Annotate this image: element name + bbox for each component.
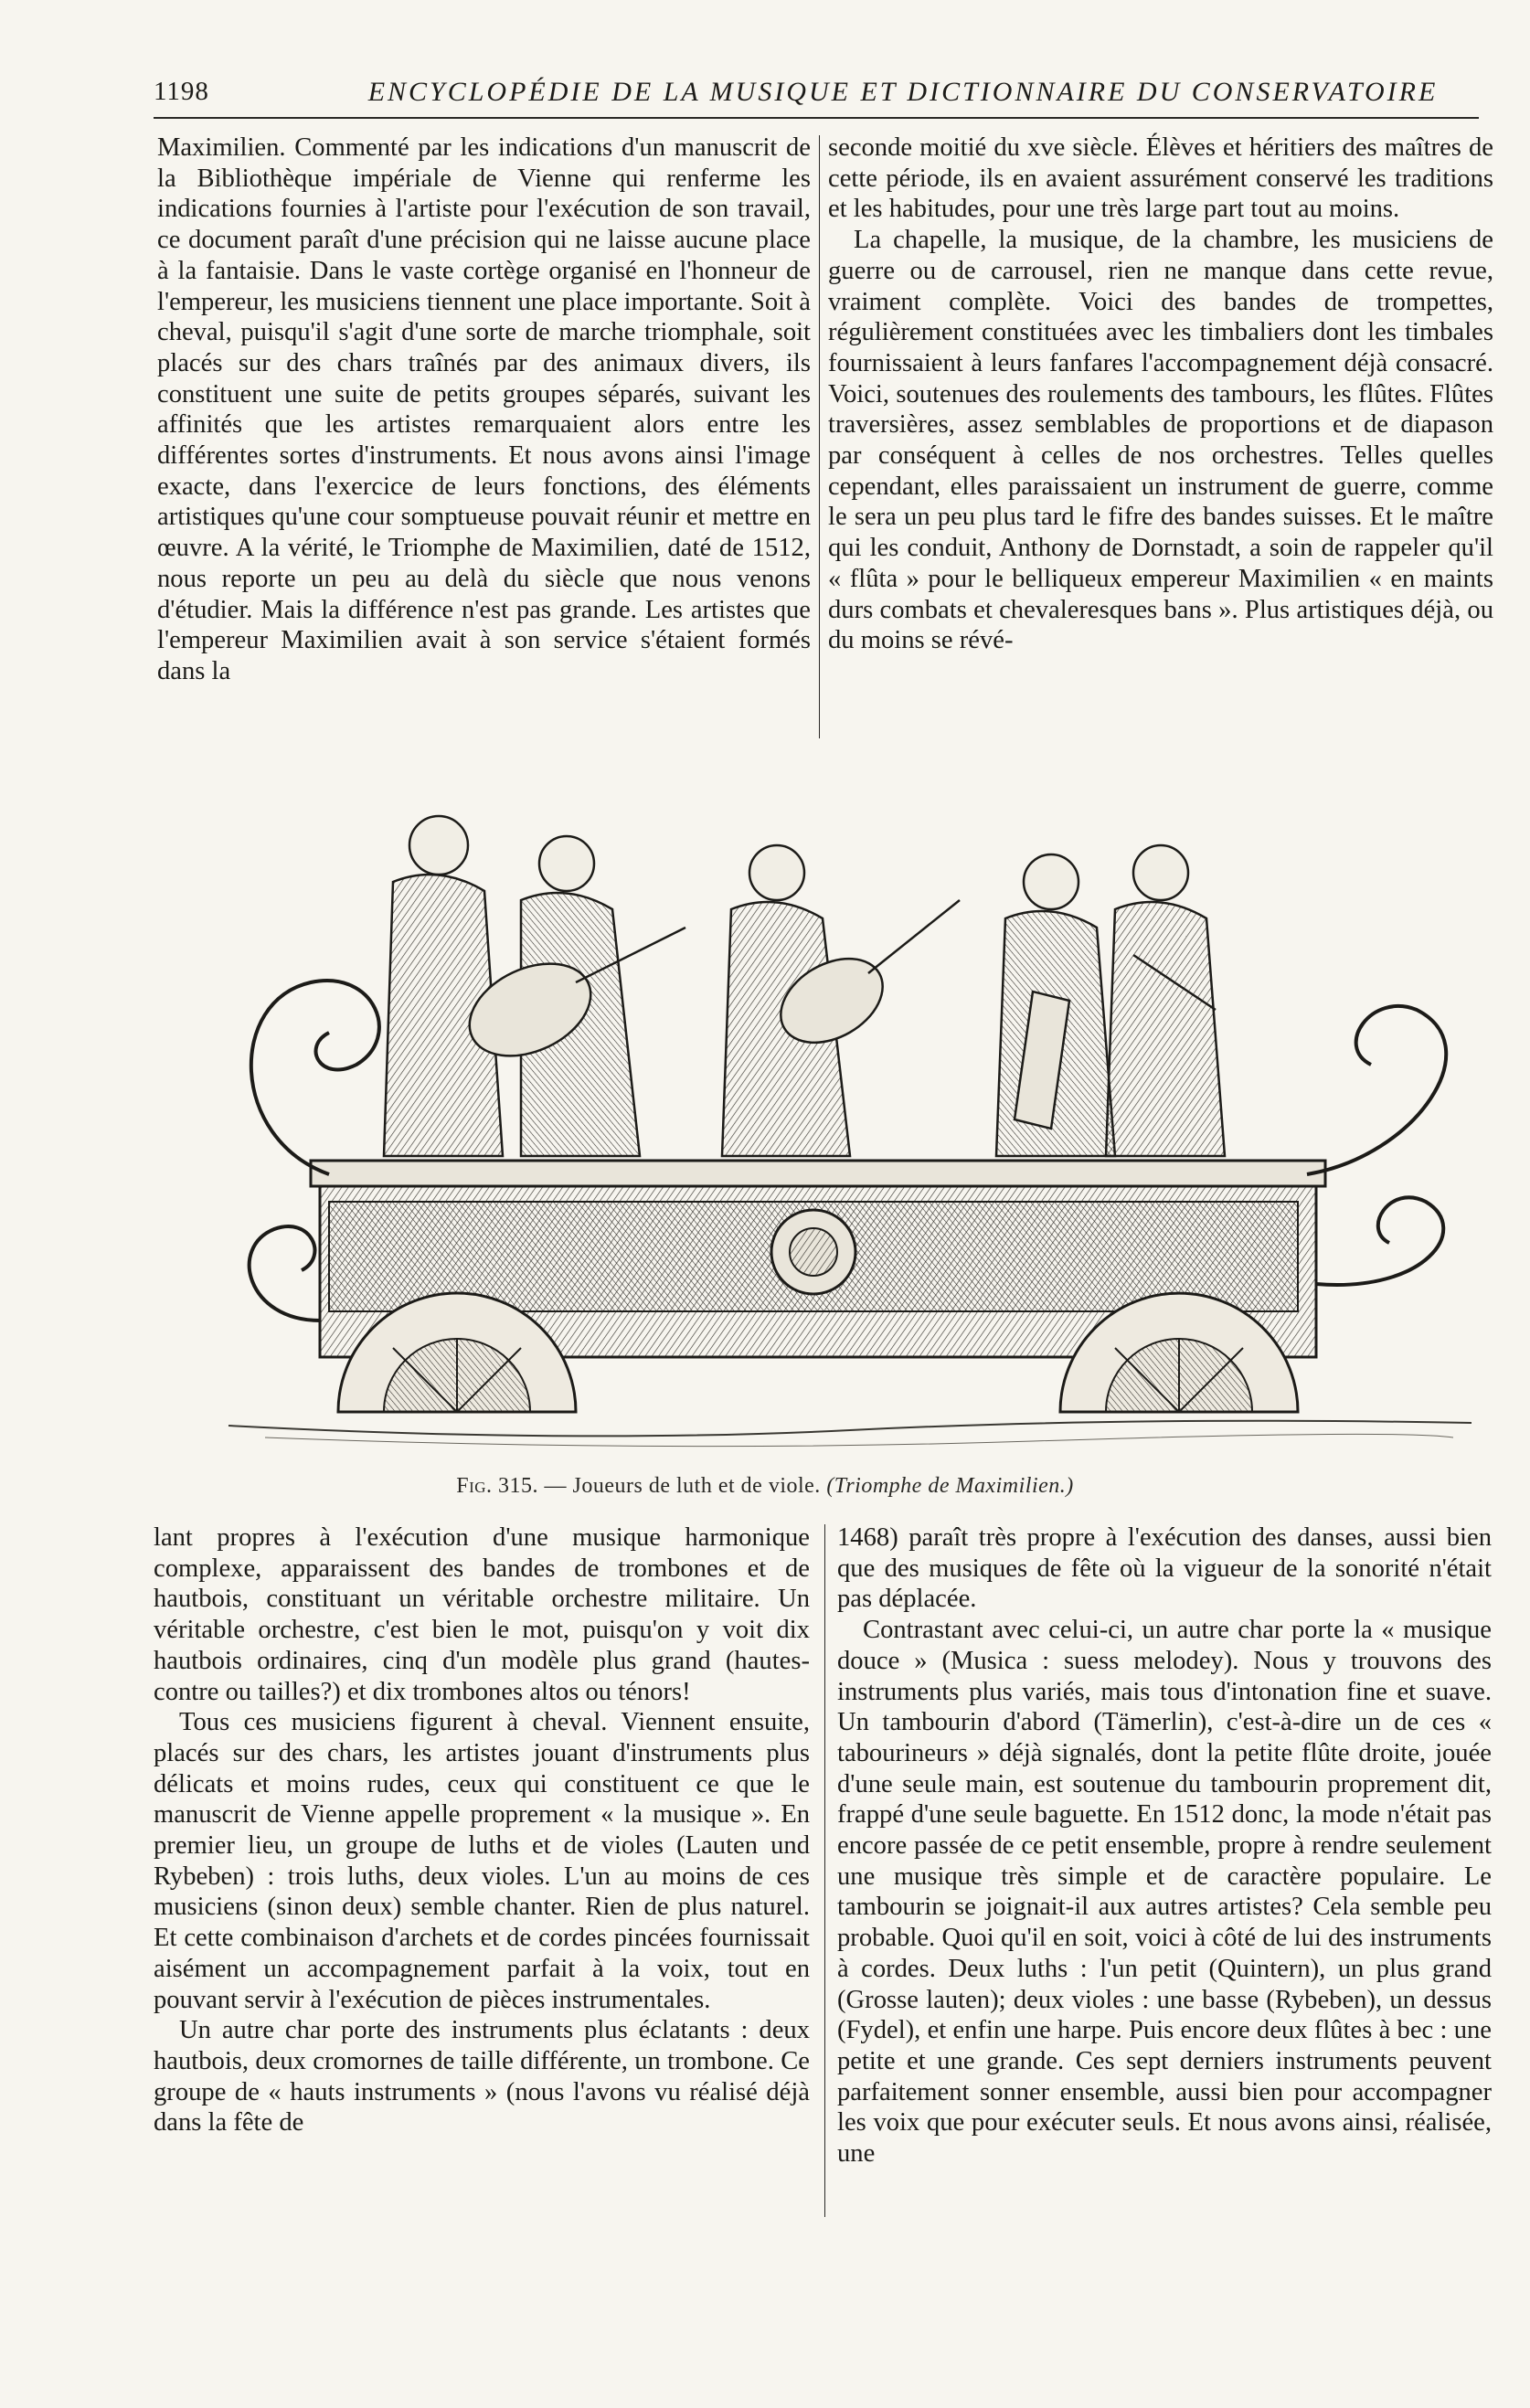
column-top-right (828, 133, 1493, 656)
triumph-chariot-engraving (210, 772, 1490, 1467)
engraving-figure (210, 772, 1490, 1467)
paragraph: Contrastant avec celui-ci, un autre char porte la « musique douce » (Musica : suess melodey). Nous y trouvons des instruments plus variés, mais tous d'intonation fine et suave. Un tambourin d'abord (Tämerlin), c'est-à-dire un de ces « tabourineurs » déjà signalés, dont la petite flûte droite, jouée d'une seule main, est soutenue du tambourin proprement dit, frappé d'une seule baguette. En 1512 donc, la mode n'était pas encore passée de ce petit ensemble, propre à rendre seulement une musique très simple et de caractère populaire. Le tambourin se joignait-il aux autres artistes? Cela semble peu probable. Quoi qu'il en soit, voici à côté de lui des instruments à cordes. Deux luths : l'un petit (Quintern), un plus grand (Grosse lauten); deux violes : une basse (Rybeben), un dessus (Fydel), et enfin une harpe. Puis encore deux flûtes à bec : une petite et une grande. Ces sept derniers instruments peuvent parfaitement sonner ensemble, aussi bien pour accompagner les voix que pour exécuter seuls. Et nous avons ainsi, réalisée, une (837, 1616, 1492, 2169)
figure-label: Fig. 315. (456, 1474, 539, 1498)
paragraph: 1468) paraît très propre à l'exécution des danses, aussi bien que des musiques de fête où la vigueur de la sonorité n'était pas déplacée. (837, 1523, 1492, 1614)
paragraph: lant propres à l'exécution d'une musique harmonique complexe, apparaissent des bandes de trombones et de hautbois, constituant un véritable orchestre militaire. Un véritable orchestre, c'est bien le mot, puisqu'on y voit dix hautbois ordinaires, cinq d'un modèle plus grand (hautes-contre ou tailles?) et dix trombones altos ou ténors! (154, 1523, 810, 1706)
paragraph: Un autre char porte des instruments plus éclatants : deux hautbois, deux cromornes de taille différente, un trombone. Ce groupe de « hauts instruments » (nous l'avons vu réalisé déjà dans la fête de (154, 2016, 810, 2137)
column-divider-bottom (824, 1524, 825, 2217)
column-bottom-left (154, 1522, 810, 2138)
paragraph: Tous ces musiciens figurent à cheval. Viennent ensuite, placés sur des chars, les artistes jouant d'instruments plus délicats et moins rudes, ceux qui constituent ce que le manuscrit de Vienne appelle proprement « la musique ». En premier lieu, un groupe de luths et de violes (Lauten und Rybeben) : trois luths, deux violes. L'un au moins de ces musiciens (sinon deux) semble chanter. Rien de plus naturel. Et cette combinaison d'archets et de cordes pincées fournissait aisément un accompagnement parfait à la voix, tout en pouvant servir à l'exécution de pièces instrumentales. (154, 1708, 810, 2014)
musician-figures (384, 816, 1225, 1156)
running-title: ENCYCLOPÉDIE DE LA MUSIQUE ET DICTIONNAIRE DU CONSERVATOIRE (367, 77, 1439, 107)
running-header (154, 77, 1479, 119)
column-divider-top (819, 135, 820, 738)
column-top-left (157, 133, 811, 687)
figure-caption-source: (Triomphe de Maximilien.) (826, 1474, 1074, 1498)
paragraph: La chapelle, la musique, de la chambre, les musiciens de guerre ou de carrousel, rien ne manque dans cette revue, vraiment complète. Voici des bandes de trompettes, régulièrement constituées avec les timbaliers dont les timbales fournissaient à leurs fanfares l'accompagnement déjà consacré. Voici, soutenues des roulements des tambours, les flûtes. Flûtes traversières, assez semblables de proportions et de diapason par conséquent à celles de nos orchestres. Telles quelles cependant, elles paraissaient un instrument de guerre, comme le sera un peu plus tard le fifre des bandes suisses. Et le maître qui les conduit, Anthony de Dornstadt, a soin de rappeler qu'il « flûta » pour le belliqueux empereur Maximilien « en maints durs combats et chevaleresques bans ». Plus artistiques déjà, ou du moins se révé- (828, 226, 1493, 655)
paragraph: seconde moitié du xve siècle. Élèves et héritiers des maîtres de cette période, ils en avaient assurément conservé les traditions et les habitudes, pour une très large part tout au moins. (828, 133, 1493, 224)
page-number: 1198 (154, 77, 209, 106)
figure-caption (0, 1474, 1530, 1499)
figure-caption-text: — Joueurs de luth et de viole. (538, 1474, 827, 1498)
column-bottom-right (837, 1522, 1492, 2169)
paragraph: Maximilien. Commenté par les indications d'un manuscrit de la Bibliothèque impériale de Vienne qui renferme les indications fournies à l'artiste pour l'exécution de son travail, ce document paraît d'une précision qui ne laisse aucune place à la fantaisie. Dans le vaste cortège organisé en l'honneur de l'empereur, les musiciens tiennent une place importante. Soit à cheval, puisqu'il s'agit d'une sorte de marche triomphale, soit placés sur des chars traînés par des animaux divers, ils constituent une suite de petits groupes séparés, suivant les affinités que les artistes remarquaient alors entre les différentes sortes d'instruments. Et nous avons ainsi l'image exacte, dans l'exercice de leurs fonctions, des éléments artistiques qu'une cour somptueuse pouvait réunir et mettre en œuvre. A la vérité, le Triomphe de Maximilien, daté de 1512, nous reporte un peu au delà du siècle que nous venons d'étudier. Mais la différence n'est pas grande. Les artistes que l'empereur Maximilien avait à son service s'étaient formés dans la (157, 133, 811, 685)
